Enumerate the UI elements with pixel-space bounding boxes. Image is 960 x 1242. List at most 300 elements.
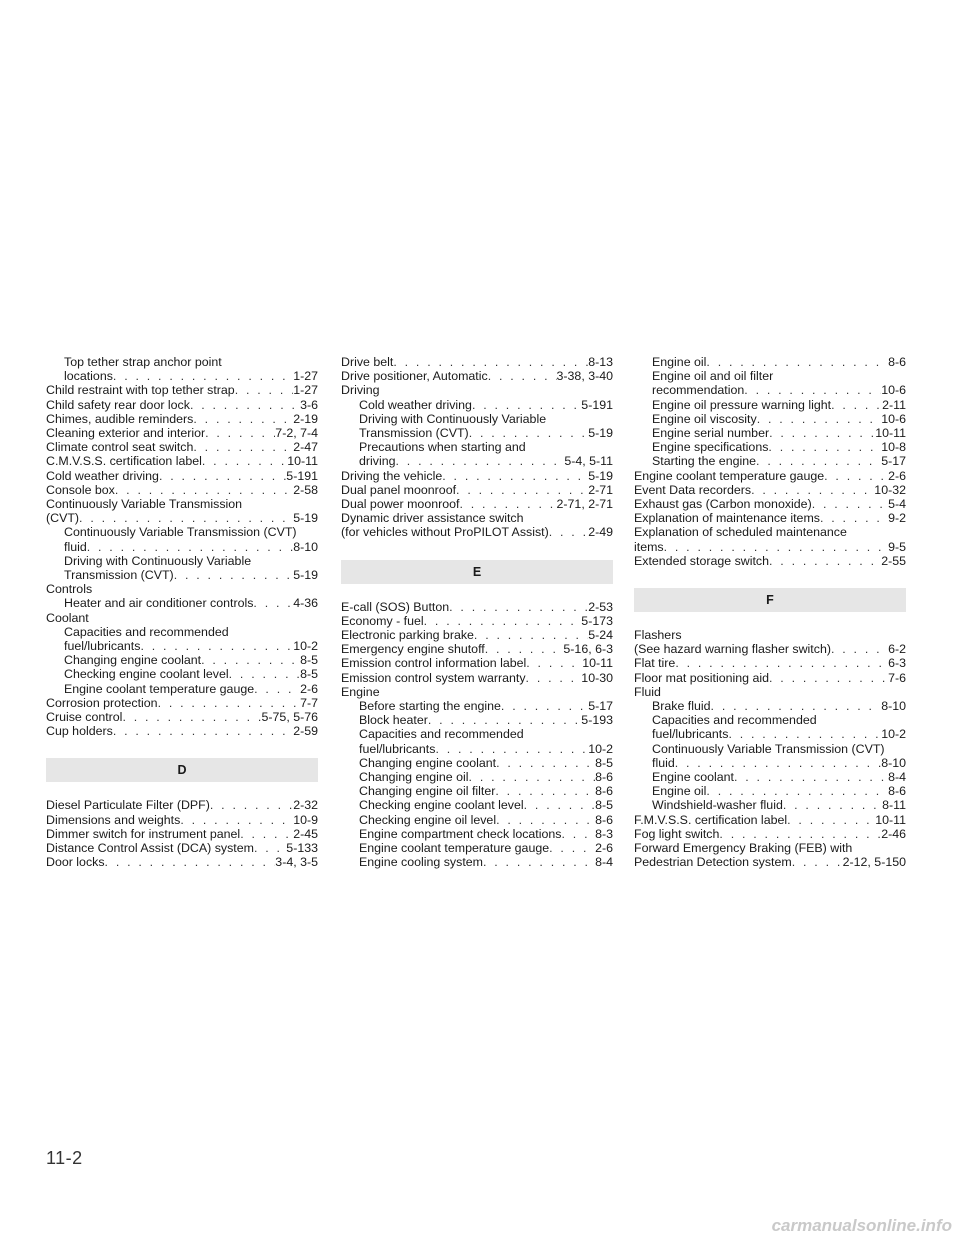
entry-page-ref[interactable]: 1-27 <box>293 383 318 398</box>
dot-leader <box>115 483 293 497</box>
dot-leader <box>675 756 881 770</box>
entry-page-ref[interactable]: 5-24 <box>588 628 613 643</box>
dot-leader <box>174 568 293 582</box>
entry-page-ref[interactable]: 5-193 <box>581 713 613 728</box>
index-entry <box>46 440 318 454</box>
index-entry <box>634 525 906 539</box>
entry-label: Door locks <box>46 855 105 870</box>
entry-label: Continuously Variable Transmission (CVT) <box>64 525 297 540</box>
index-subentry <box>634 398 906 412</box>
entry-page-ref[interactable]: 10-30 <box>581 670 613 685</box>
index-subentry <box>634 727 906 741</box>
entry-page-ref[interactable]: 10-2 <box>588 741 613 756</box>
entry-page-ref[interactable]: 8-10 <box>881 755 906 770</box>
dot-leader <box>751 483 874 497</box>
index-subentry <box>634 440 906 454</box>
entry-label: Explanation of maintenance items <box>634 511 820 526</box>
dot-leader <box>201 653 300 667</box>
entry-label: Dual power moonroof <box>341 497 460 512</box>
index-entry <box>634 642 906 656</box>
dot-leader <box>769 671 888 685</box>
entry-label: Driving <box>341 383 380 398</box>
entry-label: Changing engine oil <box>359 770 469 785</box>
dot-leader <box>449 600 588 614</box>
entry-page-ref[interactable]: 8-11 <box>882 798 906 813</box>
index-entry <box>634 497 906 511</box>
entry-label: Capacities and recommended <box>652 713 817 728</box>
index-subentry <box>341 813 613 827</box>
dot-leader <box>757 412 882 426</box>
entry-label: Brake fluid <box>652 699 711 714</box>
entry-label: (See hazard warning flasher switch) <box>634 642 831 657</box>
index-entry <box>634 483 906 497</box>
entry-page-ref[interactable]: 5-19 <box>588 468 613 483</box>
dot-leader <box>469 426 588 440</box>
index-subentry <box>634 770 906 784</box>
entry-page-ref[interactable]: 5-19 <box>293 511 318 526</box>
index-subentry <box>634 742 906 756</box>
dot-leader <box>229 667 300 681</box>
entry-label: F.M.V.S.S. certification label <box>634 812 788 827</box>
index-subentry <box>46 568 318 582</box>
index-subentry <box>46 653 318 667</box>
entry-page-ref[interactable]: 8-5 <box>595 798 613 813</box>
index-entry <box>634 656 906 670</box>
section-letter-heading: D <box>46 758 318 782</box>
index-entry <box>634 469 906 483</box>
entry-page-ref[interactable]: 2-59 <box>293 724 318 739</box>
entry-label: Capacities and recommended <box>64 624 229 639</box>
dot-leader <box>205 426 275 440</box>
index-entry <box>46 611 318 625</box>
entry-label: Engine oil viscosity <box>652 411 757 426</box>
entry-page-ref[interactable]: 2-53 <box>588 599 613 614</box>
index-entry <box>341 369 613 383</box>
entry-label: Engine compartment check locations <box>359 826 562 841</box>
entry-label: Emission control system warranty <box>341 670 526 685</box>
index-subentry <box>46 667 318 681</box>
entry-page-ref[interactable]: 2-11 <box>882 397 906 412</box>
index-entry <box>341 469 613 483</box>
entry-label: Engine <box>341 684 380 699</box>
dot-leader <box>158 696 301 710</box>
entry-label: Dimmer switch for instrument panel <box>46 826 241 841</box>
index-entry <box>634 685 906 699</box>
entry-label: locations <box>64 369 113 384</box>
index-entry <box>341 685 613 699</box>
entry-page-ref[interactable]: 8-5 <box>300 667 318 682</box>
entry-label: Dimensions and weights <box>46 812 181 827</box>
entry-label: Console box <box>46 482 115 497</box>
entry-page-ref[interactable]: 5-191 <box>581 397 613 412</box>
dot-leader <box>496 756 595 770</box>
entry-label: Pedestrian Detection system <box>634 855 792 870</box>
entry-label: Engine serial number <box>652 426 770 441</box>
entry-page-ref[interactable]: 10-6 <box>881 383 906 398</box>
entry-page-ref[interactable]: 2-19 <box>293 411 318 426</box>
index-subentry <box>341 855 613 869</box>
entry-page-ref[interactable]: 2-55 <box>881 553 906 568</box>
entry-label: Block heater <box>359 713 428 728</box>
entry-label: fuel/lubricants <box>64 639 141 654</box>
dot-leader <box>202 454 287 468</box>
dot-leader <box>254 682 300 696</box>
entry-page-ref[interactable]: 8-10 <box>293 539 318 554</box>
index-subentry <box>46 525 318 539</box>
entry-label: Cold weather driving <box>46 468 159 483</box>
entry-page-ref[interactable]: 2-6 <box>888 468 906 483</box>
entry-page-ref[interactable]: 5-133 <box>286 841 318 856</box>
entry-label: Windshield-washer fluid <box>652 798 783 813</box>
entry-label: driving <box>359 454 396 469</box>
entry-page-ref[interactable]: 7-6 <box>888 670 906 685</box>
index-entry <box>46 412 318 426</box>
entry-page-ref[interactable]: 8-6 <box>595 812 613 827</box>
entry-label: Engine coolant temperature gauge <box>359 841 550 856</box>
index-column-1 <box>46 355 318 870</box>
index-entry <box>634 671 906 685</box>
dot-leader <box>113 369 293 383</box>
entry-page-ref[interactable]: 10-2 <box>881 727 906 742</box>
entry-page-ref[interactable]: 8-3 <box>595 826 613 841</box>
entry-page-ref[interactable]: 8-13 <box>588 355 613 369</box>
entry-page-ref[interactable]: 5-75, 5-76 <box>261 710 318 725</box>
entry-label: Engine coolant temperature gauge <box>634 468 825 483</box>
watermark-logo: carmanualsonline.info <box>771 1216 952 1235</box>
dot-leader <box>193 440 293 454</box>
dot-leader <box>526 671 582 685</box>
dot-leader <box>253 596 293 610</box>
entry-label: Changing engine coolant <box>64 653 202 668</box>
entry-page-ref[interactable]: 8-10 <box>881 699 906 714</box>
index-entry <box>46 469 318 483</box>
index-subentry <box>46 540 318 554</box>
index-entry <box>341 383 613 397</box>
entry-label: E-call (SOS) Button <box>341 599 450 614</box>
dot-leader <box>193 412 293 426</box>
entry-label: Coolant <box>46 610 89 625</box>
dot-leader <box>719 827 881 841</box>
entry-label: Precautions when starting and <box>359 440 526 455</box>
entry-label: Drive belt <box>341 355 394 369</box>
entry-label: recommendation <box>652 383 745 398</box>
index-subentry <box>341 798 613 812</box>
dot-leader <box>706 784 888 798</box>
entry-page-ref[interactable]: 3-6 <box>300 397 318 412</box>
index-entry <box>46 827 318 841</box>
entry-page-ref[interactable]: 8-5 <box>300 653 318 668</box>
index-entry <box>341 600 613 614</box>
index-entry <box>634 554 906 568</box>
entry-page-ref[interactable]: 6-2 <box>888 642 906 657</box>
entry-label: Dual panel moonroof <box>341 482 457 497</box>
entry-label: Economy - fuel <box>341 613 424 628</box>
entry-page-ref[interactable]: 2-45 <box>293 826 318 841</box>
dot-leader <box>428 713 581 727</box>
index-subentry <box>634 426 906 440</box>
dot-leader <box>472 398 581 412</box>
index-entry <box>46 398 318 412</box>
index-subentry <box>341 454 613 468</box>
entry-label: fluid <box>652 755 675 770</box>
dot-leader <box>728 727 881 741</box>
dot-leader <box>159 469 286 483</box>
entry-page-ref[interactable]: 5-173 <box>581 613 613 628</box>
entry-label: Continuously Variable Transmission (CVT) <box>652 741 885 756</box>
index-subentry <box>341 426 613 440</box>
entry-page-ref[interactable]: 2-71 <box>588 482 613 497</box>
entry-label: items <box>634 539 664 554</box>
dot-leader <box>496 813 595 827</box>
index-entry <box>634 540 906 554</box>
dot-leader <box>524 798 595 812</box>
section-letter-heading: F <box>634 588 906 612</box>
entry-label: Heater and air conditioner controls <box>64 596 254 611</box>
entry-page-ref[interactable]: 8-6 <box>595 784 613 799</box>
dot-leader <box>113 724 293 738</box>
entry-page-ref[interactable]: 10-11 <box>582 656 613 671</box>
entry-label: Changing engine coolant <box>359 755 497 770</box>
entry-label: Changing engine oil filter <box>359 784 496 799</box>
index-subentry <box>634 713 906 727</box>
dot-leader <box>483 855 595 869</box>
entry-page-ref[interactable]: 8-4 <box>888 770 906 785</box>
entry-label: Floor mat positioning aid <box>634 670 769 685</box>
dot-leader <box>485 642 564 656</box>
entry-label: Cold weather driving <box>359 397 472 412</box>
entry-page-ref[interactable]: 9-5 <box>888 539 906 554</box>
entry-page-ref[interactable]: 2-58 <box>293 482 318 497</box>
dot-leader <box>744 383 881 397</box>
dot-leader <box>140 639 293 653</box>
dot-leader <box>526 656 582 670</box>
entry-label: Event Data recorders <box>634 482 752 497</box>
index-subentry <box>341 713 613 727</box>
entry-page-ref[interactable]: 8-5 <box>595 755 613 770</box>
dot-leader <box>474 628 588 642</box>
entry-label: Corrosion protection <box>46 695 158 710</box>
entry-page-ref[interactable]: 9-2 <box>888 511 906 526</box>
entry-page-ref[interactable]: 2-47 <box>293 440 318 455</box>
dot-leader <box>210 798 293 812</box>
entry-page-ref[interactable]: 5-4 <box>888 497 906 512</box>
index-entry <box>46 724 318 738</box>
index-entry <box>46 383 318 397</box>
dot-leader <box>235 383 293 397</box>
index-subentry <box>341 398 613 412</box>
entry-label: Transmission (CVT) <box>359 426 469 441</box>
entry-page-ref[interactable]: 4-36 <box>293 596 318 611</box>
index-entry <box>634 813 906 827</box>
dot-leader <box>393 355 588 369</box>
dot-leader <box>734 770 888 784</box>
index-subentry <box>634 412 906 426</box>
index-subentry <box>341 699 613 713</box>
index-subentry <box>341 827 613 841</box>
index-entry <box>46 813 318 827</box>
entry-page-ref[interactable]: 2-49 <box>588 525 613 540</box>
entry-label: (for vehicles without ProPILOT Assist) <box>341 525 549 540</box>
index-subentry <box>46 369 318 383</box>
dot-leader <box>105 855 276 869</box>
entry-page-ref[interactable]: 7-2, 7-4 <box>275 426 318 441</box>
dot-leader <box>469 770 596 784</box>
dot-leader <box>459 497 556 511</box>
index-entry <box>46 798 318 812</box>
index-subentry <box>46 625 318 639</box>
index-entry <box>341 497 613 511</box>
entry-label: C.M.V.S.S. certification label <box>46 454 202 469</box>
entry-page-ref[interactable]: 5-17 <box>588 699 613 714</box>
dot-leader <box>190 398 300 412</box>
entry-label: Emission control information label <box>341 656 527 671</box>
dot-leader <box>824 469 888 483</box>
dot-leader <box>756 454 881 468</box>
entry-label: Before starting the engine <box>359 699 501 714</box>
entry-page-ref[interactable]: 8-4 <box>595 855 613 870</box>
entry-page-ref[interactable]: 10-32 <box>874 482 906 497</box>
entry-page-ref[interactable]: 2-71, 2-71 <box>556 497 613 512</box>
entry-page-ref[interactable]: 10-9 <box>293 812 318 827</box>
dot-leader <box>549 841 595 855</box>
entry-label: Child restraint with top tether strap <box>46 383 235 398</box>
dot-leader <box>396 454 565 468</box>
index-subentry <box>634 355 906 369</box>
index-entry <box>46 483 318 497</box>
section-letter-heading: E <box>341 560 613 584</box>
entry-label: Engine coolant <box>652 770 734 785</box>
index-column-2 <box>341 355 613 870</box>
entry-page-ref[interactable]: 2-6 <box>595 841 613 856</box>
entry-page-ref[interactable]: 1-27 <box>293 369 318 384</box>
entry-label: Starting the engine <box>652 454 757 469</box>
index-subentry <box>341 756 613 770</box>
entry-page-ref[interactable]: 10-11 <box>875 812 906 827</box>
entry-label: Climate control seat switch <box>46 440 194 455</box>
dot-leader <box>768 440 881 454</box>
dot-leader <box>180 813 293 827</box>
index-subentry <box>341 440 613 454</box>
entry-page-ref[interactable]: 2-12, 5-150 <box>842 855 906 870</box>
index-subentry <box>341 412 613 426</box>
entry-page-ref[interactable]: 10-8 <box>881 440 906 455</box>
entry-page-ref[interactable]: 3-38, 3-40 <box>556 369 613 384</box>
entry-label: Engine oil <box>652 784 707 799</box>
entry-page-ref[interactable]: 10-2 <box>293 639 318 654</box>
index-subentry <box>634 756 906 770</box>
dot-leader <box>664 540 888 554</box>
index-subentry <box>46 639 318 653</box>
entry-page-ref[interactable]: 7-7 <box>300 695 318 710</box>
index-entry <box>46 454 318 468</box>
index-entry <box>341 628 613 642</box>
dot-leader <box>792 855 843 869</box>
entry-page-ref[interactable]: 8-6 <box>888 784 906 799</box>
index-entry <box>341 642 613 656</box>
index-entry <box>634 628 906 642</box>
entry-label: Checking engine oil level <box>359 812 497 827</box>
entry-label: Cruise control <box>46 710 123 725</box>
entry-label: Engine oil and oil filter <box>652 369 774 384</box>
entry-page-ref[interactable]: 5-191 <box>286 468 318 483</box>
entry-label: fuel/lubricants <box>652 727 729 742</box>
index-entry <box>341 355 613 369</box>
index-entry <box>634 855 906 869</box>
dot-leader <box>79 511 293 525</box>
entry-page-ref[interactable]: 5-19 <box>293 568 318 583</box>
entry-page-ref[interactable]: 5-16, 6-3 <box>563 642 613 657</box>
index-subentry <box>634 369 906 383</box>
index-entry <box>341 511 613 525</box>
entry-label: Driving with Continuously Variable <box>64 553 252 568</box>
index-entry <box>341 614 613 628</box>
entry-page-ref[interactable]: 10-11 <box>875 426 906 441</box>
entry-label: Top tether strap anchor point <box>64 355 222 369</box>
index-entry <box>46 841 318 855</box>
entry-page-ref[interactable]: 5-17 <box>881 454 906 469</box>
entry-label: Dynamic driver assistance switch <box>341 511 524 526</box>
dot-leader <box>812 497 888 511</box>
index-subentry <box>341 727 613 741</box>
index-column-3 <box>634 355 906 870</box>
entry-label: Engine specifications <box>652 440 769 455</box>
entry-page-ref[interactable]: 3-4, 3-5 <box>275 855 318 870</box>
dot-leader <box>706 355 888 369</box>
entry-label: Flat tire <box>634 656 676 671</box>
entry-page-ref[interactable]: 5-19 <box>588 426 613 441</box>
dot-leader <box>442 469 588 483</box>
entry-page-ref[interactable]: 6-3 <box>888 656 906 671</box>
entry-label: Emergency engine shutoff <box>341 642 485 657</box>
entry-label: Electronic parking brake <box>341 628 474 643</box>
entry-page-ref[interactable]: 10-6 <box>881 411 906 426</box>
index-entry <box>634 511 906 525</box>
entry-page-ref[interactable]: 2-6 <box>300 681 318 696</box>
dot-leader <box>122 710 261 724</box>
index-subentry <box>46 554 318 568</box>
entry-page-ref[interactable]: 10-11 <box>287 454 318 469</box>
entry-label: fuel/lubricants <box>359 741 436 756</box>
entry-page-ref[interactable]: 8-6 <box>595 770 613 785</box>
page-number: 11-2 <box>46 1148 83 1168</box>
entry-page-ref[interactable]: 2-32 <box>293 798 318 813</box>
index-entry <box>634 827 906 841</box>
entry-label: Checking engine coolant level <box>64 667 229 682</box>
index-entry <box>634 841 906 855</box>
index-entry <box>46 511 318 525</box>
index-subentry <box>634 454 906 468</box>
dot-leader <box>820 511 888 525</box>
entry-label: Continuously Variable Transmission <box>46 497 243 512</box>
dot-leader <box>675 656 888 670</box>
entry-page-ref[interactable]: 5-4, 5-11 <box>564 454 613 469</box>
index-entry <box>341 483 613 497</box>
index-subentry <box>634 784 906 798</box>
dot-leader <box>831 642 888 656</box>
entry-page-ref[interactable]: 2-46 <box>881 826 906 841</box>
entry-label: Forward Emergency Braking (FEB) with <box>634 841 853 856</box>
entry-page-ref[interactable]: 8-6 <box>888 355 906 369</box>
dot-leader <box>495 784 595 798</box>
entry-label: Explanation of scheduled maintenance <box>634 525 847 540</box>
index-entry <box>46 696 318 710</box>
entry-label: (CVT) <box>46 511 80 526</box>
dot-leader <box>831 398 882 412</box>
entry-label: Distance Control Assist (DCA) system <box>46 841 254 856</box>
index-entry <box>341 671 613 685</box>
entry-label: Cup holders <box>46 724 113 739</box>
index-entry <box>341 525 613 539</box>
